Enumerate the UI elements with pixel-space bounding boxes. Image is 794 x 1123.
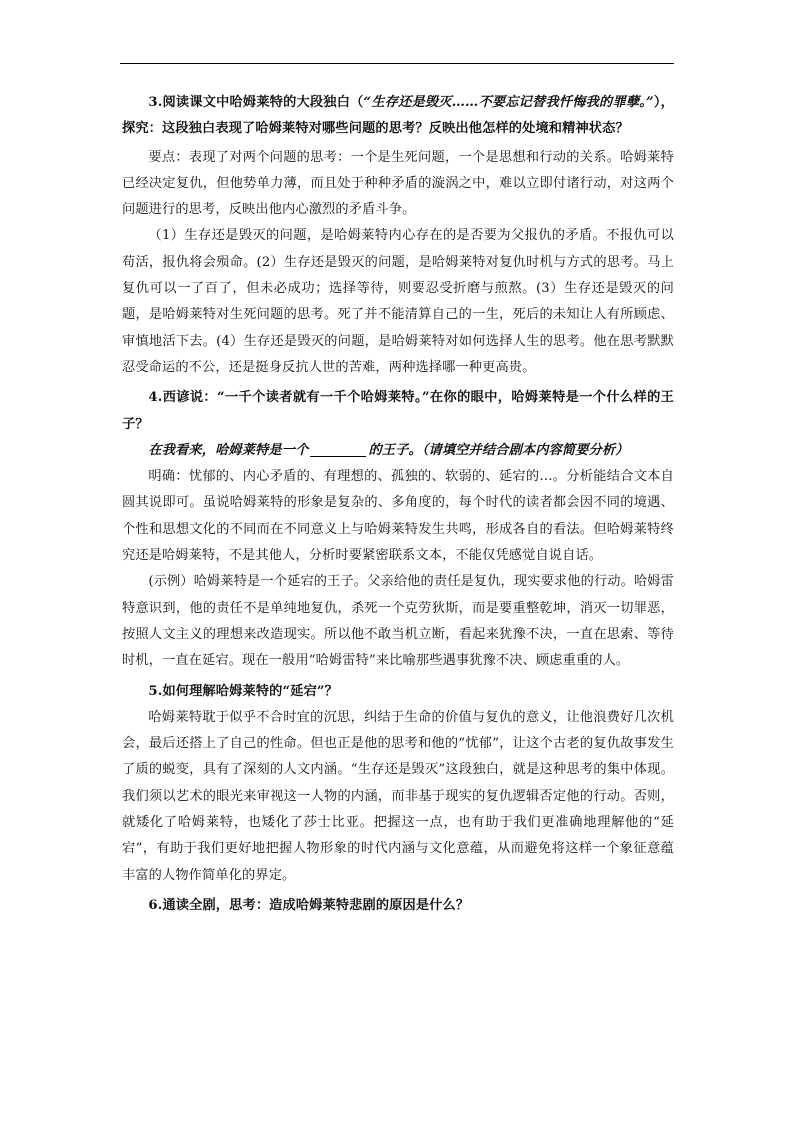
question-3-title-part2: ），探究：这段独白表现了哈姆莱特对哪些问题的思考？反映出他怎样的处境和精神状态？ [122,95,674,137]
question-3-title-quote: “生存还是毁灭……不要忘记替我忏悔我的罪孽。” [363,95,654,110]
question-3-answer-detail: （1）生存还是毁灭的问题，是哈姆莱特内心存在的是否要为父报仇的矛盾。不报仇可以苟活，报仇将会殒命。(2）生存还是毁灭的问题，是哈姆莱特对复仇时机与方式的思考。马上复仇可以一了百了，但未必成功；选择等待，则要忍受折磨与煎熬。(3）生存还是毁灭的问题，是哈姆莱特对生死问题的思考。死了并不能清算自己的一生，死后的未知让人有所顾虑、审慎地活下去。(4）生存还是毁灭的问题，是哈姆莱特对如何选择人生的思考。他在思考默默忍受命运的不公，还是挺身反抗人世的苦难，两种选择哪一种更高贵。 [122,228,674,375]
question-4-answer: 明确：忧郁的、内心矛盾的、有理想的、孤独的、软弱的、延宕的…。分析能结合文本自圆其说即可。虽说哈姆莱特的形象是复杂的、多角度的，每个时代的读者都会因不同的境遇、个性和思想文化的不同而在不同意义上与哈姆莱特发生共鸣，形成各自的看法。但哈姆莱特终究还是哈姆莱特，不是其他人，分析时要紧密联系文本，不能仅凭感觉自说自话。 [122,469,674,564]
question-4-prompt-part1: 在我看来，哈姆莱特是一个 [148,442,309,458]
fill-in-blank [310,442,366,457]
header-rule [120,63,674,64]
question-5-title: 5.如何理解哈姆莱特的“延宕”？ [148,683,338,699]
question-4-title: 4.西谚说：“一千个读者就有一千个哈姆莱特。”在你的眼中，哈姆莱特是一个什么样的王子？ [122,390,674,432]
question-3-title [122,90,674,143]
question-4-prompt-part2: 的王子。（请填空并结合剧本内容简要分析） [368,442,629,458]
question-4-prompt [122,438,674,464]
document-body [122,90,674,919]
question-5-answer: 哈姆莱特耽于似乎不合时宜的沉思，纠结于生命的价值与复仇的意义，让他浪费好几次机会，最后还搭上了自己的性命。但也正是他的思考和他的“忧郁”，让这个古老的复仇故事发生了质的蜕变，具有了深刻的人文内涵。“生存还是毁灭”这段独白，就是这种思考的集中体现。我们须以艺术的眼光来审视这一人物的内涵，而非基于现实的复仇逻辑否定他的行动。否则，就矮化了哈姆莱特，也矮化了莎士比亚。把握这一点，也有助于我们更准确地理解他的“延宕”，有助于我们更好地把握人物形象的时代内涵与文化意蕴，从而避免将这样一个象征意蕴丰富的人物作简单化的界定。 [122,709,674,883]
question-4-example: (示例）哈姆莱特是一个延宕的王子。父亲给他的责任是复仇，现实要求他的行动。哈姆雷特意识到，他的责任不是单纯地复仇，杀死一个克劳狄斯，而是要重整乾坤，消灭一切罪恶，按照人文主义的理想来改造现实。所以他不敢当机立断，看起来犹豫不决，一直在思索、等待时机，一直在延宕。现在一般用“哈姆雷特”来比喻那些遇事犹豫不决、顾虑重重的人。 [122,574,674,669]
question-3-title-part1: 3.阅读课文中哈姆莱特的大段独白（ [148,95,364,110]
question-6-title: 6.通读全剧，思考：造成哈姆莱特悲剧的原因是什么？ [148,897,470,913]
question-3-answer-summary: 要点：表现了对两个问题的思考：一个是生死问题，一个是思想和行动的关系。哈姆莱特已经决定复仇，但他势单力薄，而且处于种种矛盾的漩涡之中，难以立即付诸行动，对这两个问题进行的思考，反映出他内心激烈的矛盾斗争。 [122,149,674,218]
